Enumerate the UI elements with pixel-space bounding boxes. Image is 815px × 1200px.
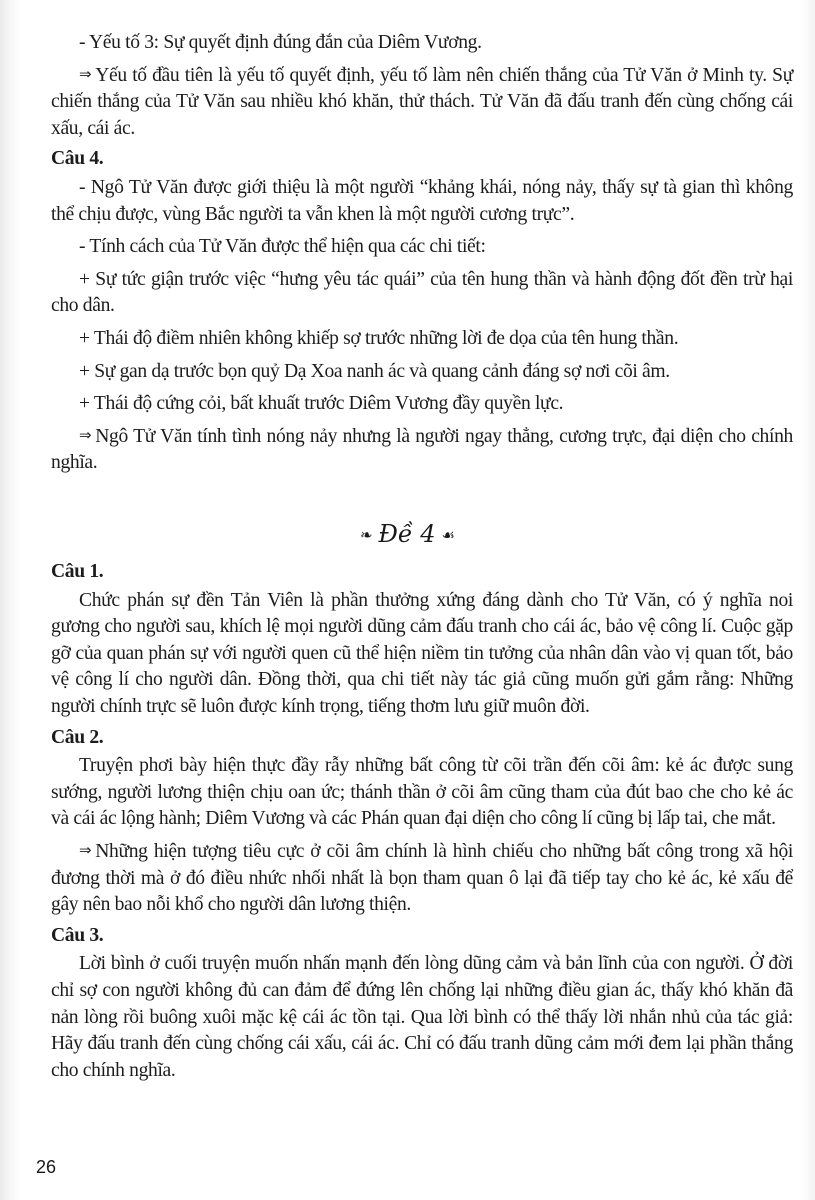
factor-3-line: - Yếu tố 3: Sự quyết định đúng đắn của Diêm Vương. xyxy=(79,32,482,53)
conclusion-text: Ngô Tử Văn tính tình nóng nảy nhưng là người ngay thẳng, cương trực, đại diện cho chính nghĩa. xyxy=(51,425,793,474)
conclusion-paragraph xyxy=(51,424,793,477)
conclusion-paragraph xyxy=(51,63,793,143)
page-number: 26 xyxy=(36,1157,57,1177)
implies-arrow-icon: ⇒ xyxy=(79,425,92,444)
previous-section xyxy=(51,30,793,477)
exam-4-section xyxy=(51,555,793,1084)
conclusion-text: Những hiện tượng tiêu cực ở cõi âm chính là hình chiếu cho những bất công trong xã hội đương thời mà ở đó điều nhức nhối nhất là bọn tham quan ô lại đã tiếp tay cho kẻ ác, kẻ xấu để gây nên bao nỗi khổ cho người dân lương thiện. xyxy=(51,840,793,916)
question-heading-3: Câu 3. xyxy=(51,924,104,946)
paragraph: - Ngô Tử Văn được giới thiệu là một người “khảng khái, nóng nảy, thấy sự tà gian thì không thể chịu được, vùng Bắc người ta vẫn khen là một người cương trực”. xyxy=(51,176,793,225)
implies-arrow-icon: ⇒ xyxy=(79,64,92,83)
detail-item: + Sự gan dạ trước bọn quỷ Dạ Xoa nanh ác và quang cảnh đáng sợ nơi cõi âm. xyxy=(79,360,670,382)
ornament-right-icon: ☙ xyxy=(441,526,456,544)
paragraph: - Tính cách của Tử Văn được thể hiện qua các chi tiết: xyxy=(79,236,486,258)
conclusion-paragraph xyxy=(51,839,793,919)
conclusion-text: Yếu tố đầu tiên là yếu tố quyết định, yếu tố làm nên chiến thắng của Tử Văn ở Minh ty. Sự chiến thắng của Tử Văn sau nhiều khó khăn, thử thách. Tử Văn đã đấu tranh đến cùng chống cái xấu, cái ác. xyxy=(51,64,793,139)
ornament-left-icon: ❧ xyxy=(359,526,373,544)
implies-arrow-icon: ⇒ xyxy=(79,840,92,859)
exam-title-text: Đề 4 xyxy=(378,520,436,548)
paragraph: Truyện phơi bày hiện thực đầy rẫy những bất công từ cõi trần đến cõi âm: kẻ ác được sung sướng, người lương thiện chịu oan ức; thánh thần ở cõi âm cũng tham của đút bao che cho kẻ ác và cái ác lộng hành; Diêm Vương và các Phán quan đại diện cho công lí cũng bị lấp tai, che mắt. xyxy=(51,755,793,830)
detail-item: + Thái độ cứng cỏi, bất khuất trước Diêm Vương đầy quyền lực. xyxy=(79,393,564,415)
paragraph: Chức phán sự đền Tản Viên là phần thưởng xứng đáng dành cho Tử Văn, có ý nghĩa noi gương cho người sau, khích lệ mọi người dũng cảm đấu tranh cho cái ác, bảo vệ công lí. Cuộc gặp gỡ của quan phán sự với người quen cũ thể hiện niềm tin tưởng của nhân dân vào vị quan tốt, bảo vệ công lí cho người dân. Đồng thời, qua chi tiết này tác giả cũng muốn gửi gắm rằng: Những người chính trực sẽ luôn được kính trọng, tiếng thơm lưu giữ muôn đời. xyxy=(51,589,793,717)
question-heading-2: Câu 2. xyxy=(51,726,104,748)
question-heading-1: Câu 1. xyxy=(51,561,104,582)
paragraph: Lời bình ở cuối truyện muốn nhấn mạnh đến lòng dũng cảm và bản lĩnh của con người. Ở đời chỉ sợ con người không đủ can đảm để đứng lên chống lại những điều gian ác, thấy khó khăn đã nản lòng rồi buông xuôi mặc kệ cái ác tồn tại. Qua lời bình có thể thấy lời nhắn nhủ của tác giả: Hãy đấu tranh đến cùng chống cái xấu, cái ác. Chỉ có đấu tranh dũng cảm mới đem lại phần thắng cho chính nghĩa. xyxy=(51,953,793,1081)
detail-item: + Thái độ điềm nhiên không khiếp sợ trước những lời đe dọa của tên hung thần. xyxy=(79,327,679,349)
exam-title xyxy=(0,520,815,548)
question-heading-4: Câu 4. xyxy=(51,148,104,170)
detail-item: + Sự tức giận trước việc “hưng yêu tác quái” của tên hung thần và hành động đốt đền trừ hại cho dân. xyxy=(51,268,793,317)
